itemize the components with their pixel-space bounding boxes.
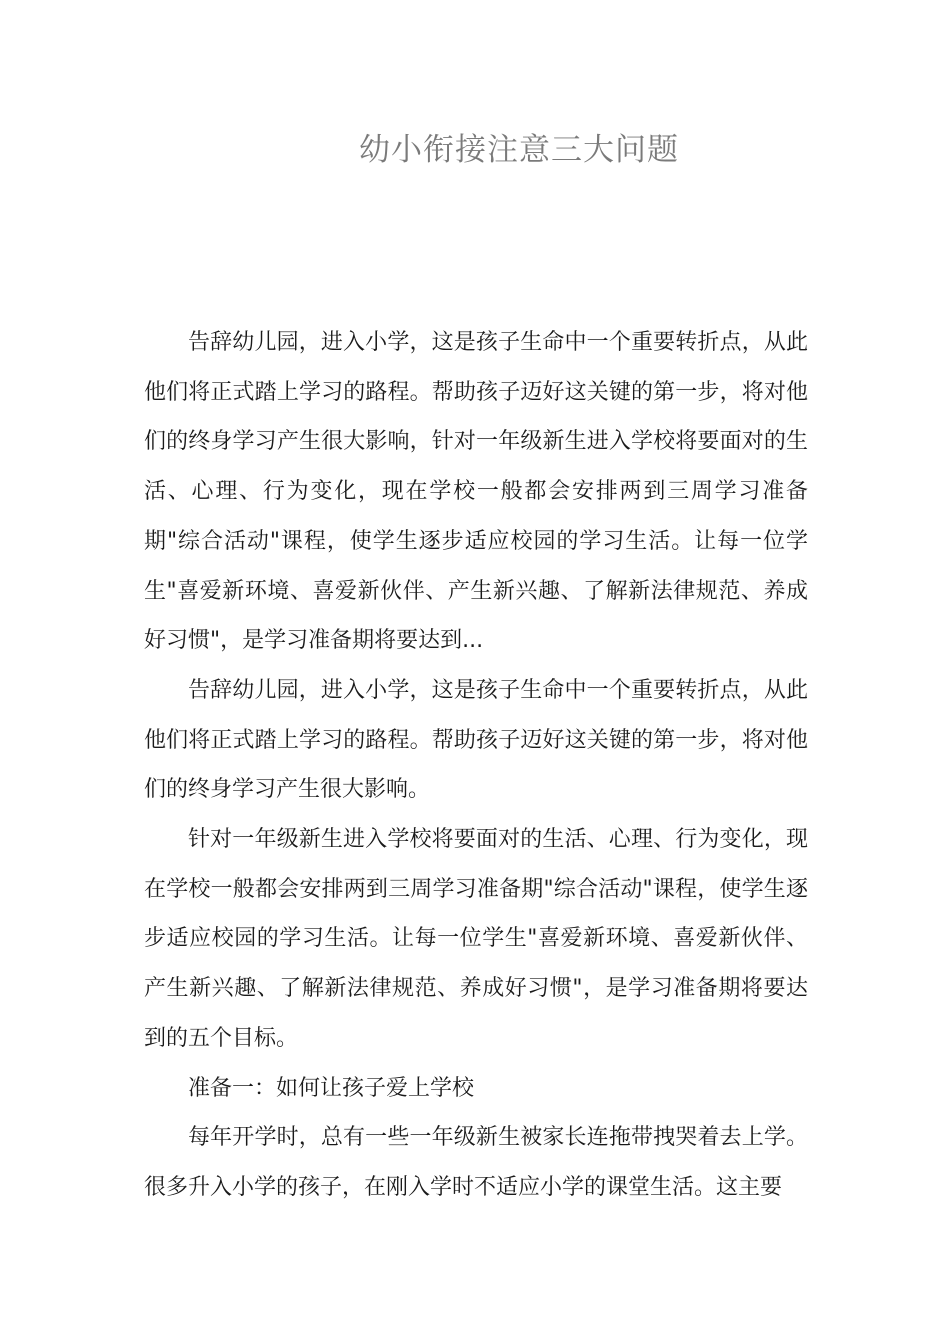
paragraph-transition: 告辞幼儿园，进入小学，这是孩子生命中一个重要转折点，从此他们将正式踏上学习的路程。帮助孩子迈好这关键的第一步，将对他们的终身学习产生很大影响。 [144,677,808,803]
paragraph-intro: 告辞幼儿园，进入小学，这是孩子生命中一个重要转折点，从此他们将正式踏上学习的路程。帮助孩子迈好这关键的第一步，将对他们的终身学习产生很大影响，针对一年级新生进入学校将要面对的生活、心理、行为变化，现在学校一般都会安排两到三周学习准备期"综合活动"课程，使学生逐步适应校园的学习生活。让每一位学生"喜爱新环境、喜爱新伙伴、产生新兴趣、了解新法律规范、养成好习惯"，是学习准备期将要达到... [144,330,808,654]
paragraph-school-start: 每年开学时，总有一些一年级新生被家长连拖带拽哭着去上学。很多升入小学的孩子，在刚入学时不适应小学的课堂生活。这主要 [144,1125,808,1200]
section-heading-preparation-one: 准备一：如何让孩子爱上学校 [188,1075,475,1101]
document-body [144,318,808,1213]
document-title: 幼小衔接注意三大问题 [359,132,679,168]
paragraph-goals: 针对一年级新生进入学校将要面对的生活、心理、行为变化，现在学校一般都会安排两到三周学习准备期"综合活动"课程，使学生逐步适应校园的学习生活。让每一位学生"喜爱新环境、喜爱新伙伴、产生新兴趣、了解新法律规范、养成好习惯"，是学习准备期将要达到的五个目标。 [144,827,808,1051]
